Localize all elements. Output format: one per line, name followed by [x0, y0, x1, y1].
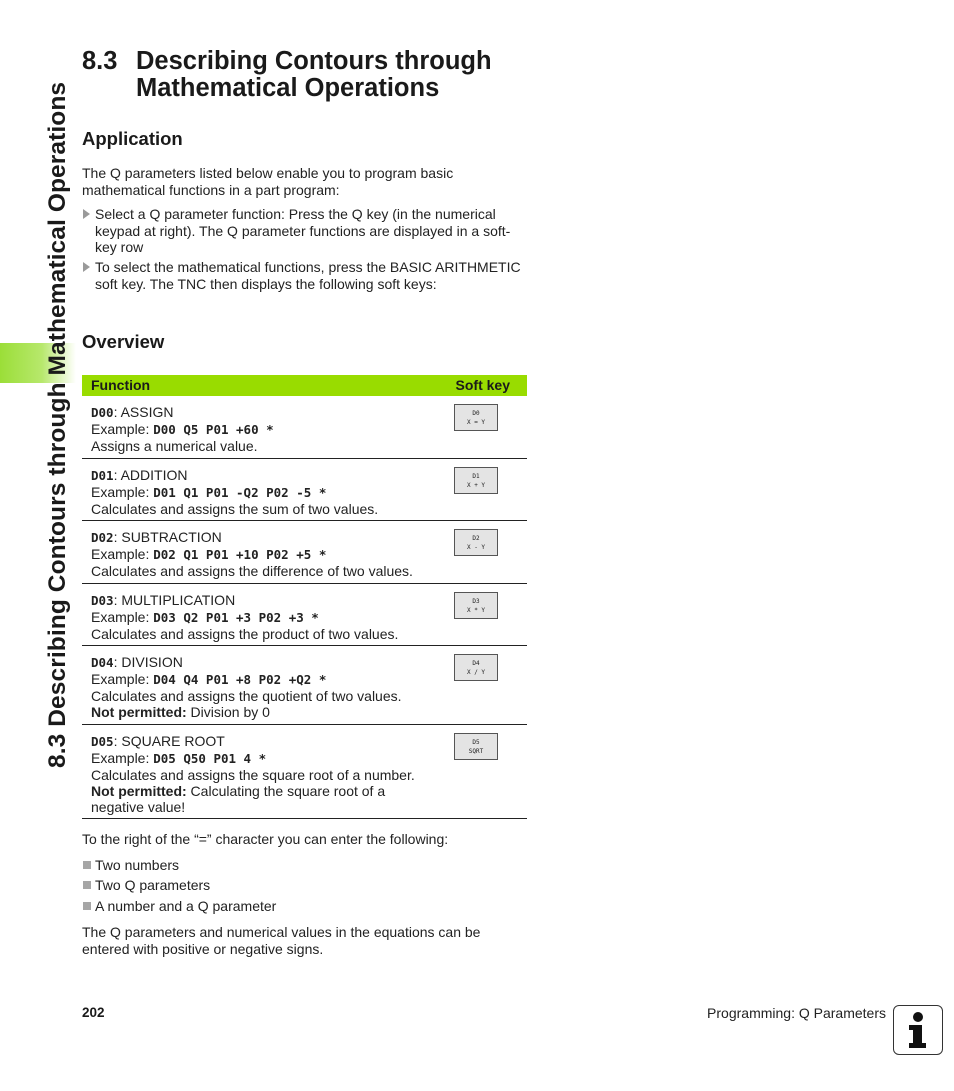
softkey-d5[interactable] [454, 733, 498, 760]
example-code: D01 Q1 P01 -Q2 P02 -5 * [153, 485, 327, 500]
function-description: Calculates and assigns the square root of a number. [91, 767, 415, 783]
function-description: Assigns a numerical value. [91, 438, 258, 454]
list-item [82, 898, 276, 914]
list-item-text: Two Q parameters [95, 877, 211, 893]
triangle-bullet-icon [83, 262, 90, 272]
softkey-label: D5 [472, 739, 480, 746]
example-code: D02 Q1 P01 +10 P02 +5 * [153, 547, 327, 562]
example-label: Example: [91, 546, 154, 562]
overview-heading: Overview [82, 331, 165, 352]
table-row [82, 584, 527, 646]
not-permitted-label: Not permitted: [91, 704, 187, 720]
example-code: D03 Q2 P01 +3 P02 +3 * [153, 610, 319, 625]
footer-title: Programming: Q Parameters [707, 1005, 886, 1021]
header-softkey: Soft key [455, 377, 510, 393]
function-code: D04 [91, 655, 114, 670]
softkey-label: D4 [472, 660, 480, 667]
square-bullet-icon [83, 881, 91, 889]
softkey-label: D2 [472, 535, 480, 542]
example-label: Example: [91, 609, 154, 625]
page-number: 202 [82, 1005, 105, 1020]
square-bullet-icon [83, 902, 91, 910]
example-label: Example: [91, 750, 154, 766]
function-name: : DIVISION [113, 654, 183, 670]
example-label: Example: [91, 421, 154, 437]
softkey-d1[interactable] [454, 467, 498, 494]
function-code: D03 [91, 593, 114, 608]
info-icon [893, 1005, 943, 1055]
not-permitted-label: Not permitted: [91, 783, 187, 799]
step-2-text: To select the mathematical functions, press the BASIC ARITHMETIC soft key. The TNC then displays the following soft keys: [95, 259, 521, 292]
softkey-formula: X = Y [466, 419, 486, 426]
softkey-d0[interactable] [454, 404, 498, 431]
function-description: Calculates and assigns the quotient of two values. [91, 688, 402, 704]
function-description: Calculates and assigns the sum of two values. [91, 501, 379, 517]
closing-text: The Q parameters and numerical values in the equations can be entered with positive or negative signs. [82, 924, 481, 957]
function-code: D01 [91, 468, 114, 483]
softkey-formula: X + Y [466, 482, 486, 489]
example-code: D04 Q4 P01 +8 P02 +Q2 * [153, 672, 327, 687]
info-icon-glyph [894, 1006, 941, 1053]
example-code: D05 Q50 P01 4 * [153, 751, 267, 766]
function-description: Calculates and assigns the difference of two values. [91, 563, 413, 579]
list-item-text: A number and a Q parameter [95, 898, 277, 914]
softkey-d2[interactable] [454, 529, 498, 556]
not-permitted-text: Calculating the square root of a negative value! [91, 783, 386, 815]
example-code: D00 Q5 P01 +60 * [153, 422, 274, 437]
list-item [82, 857, 179, 873]
list-item-text: Two numbers [95, 857, 180, 873]
not-permitted-text: Division by 0 [186, 704, 270, 720]
softkey-label: D0 [472, 410, 480, 417]
example-label: Example: [91, 671, 154, 687]
table-row [82, 521, 527, 584]
list-item [82, 877, 210, 893]
softkey-label: D1 [472, 473, 480, 480]
title-line-2: Mathematical Operations [136, 74, 440, 102]
function-description: Calculates and assigns the product of two values. [91, 626, 399, 642]
section-number: 8.3 [82, 47, 118, 75]
step-2 [82, 259, 522, 292]
square-bullet-icon [83, 861, 91, 869]
function-name: : SQUARE ROOT [113, 733, 225, 749]
side-chapter-title: 8.3 Describing Contours through Mathematical Operations [44, 81, 71, 768]
function-table [82, 375, 527, 819]
softkey-formula: X * Y [466, 607, 486, 614]
example-label: Example: [91, 484, 154, 500]
function-name: : ASSIGN [113, 404, 174, 420]
triangle-bullet-icon [83, 209, 90, 219]
function-code: D02 [91, 530, 114, 545]
function-code: D00 [91, 405, 114, 420]
function-code: D05 [91, 734, 114, 749]
table-row [82, 725, 527, 819]
after-table-text: To the right of the “=” character you can enter the following: [82, 831, 449, 847]
softkey-formula: X - Y [466, 544, 486, 551]
softkey-d4[interactable] [454, 654, 498, 681]
table-row [82, 646, 527, 725]
function-name: : MULTIPLICATION [113, 592, 236, 608]
softkey-formula: X / Y [466, 669, 486, 676]
table-header [82, 375, 527, 396]
step-1 [82, 206, 522, 256]
function-name: : SUBTRACTION [113, 529, 222, 545]
softkey-label: D3 [472, 598, 480, 605]
table-row [82, 396, 527, 459]
application-heading: Application [82, 128, 183, 149]
page-title [82, 48, 492, 102]
softkey-d3[interactable] [454, 592, 498, 619]
table-row [82, 459, 527, 521]
function-name: : ADDITION [113, 467, 188, 483]
application-intro: The Q parameters listed below enable you to program basic mathematical functions in a part program: [82, 165, 454, 198]
title-line-1: Describing Contours through [136, 47, 492, 75]
header-function: Function [91, 377, 151, 393]
softkey-formula: SQRT [468, 748, 484, 755]
step-1-text: Select a Q parameter function: Press the Q key (in the numerical keypad at right). The Q parameter functions are displayed in a soft-key row [95, 206, 511, 255]
